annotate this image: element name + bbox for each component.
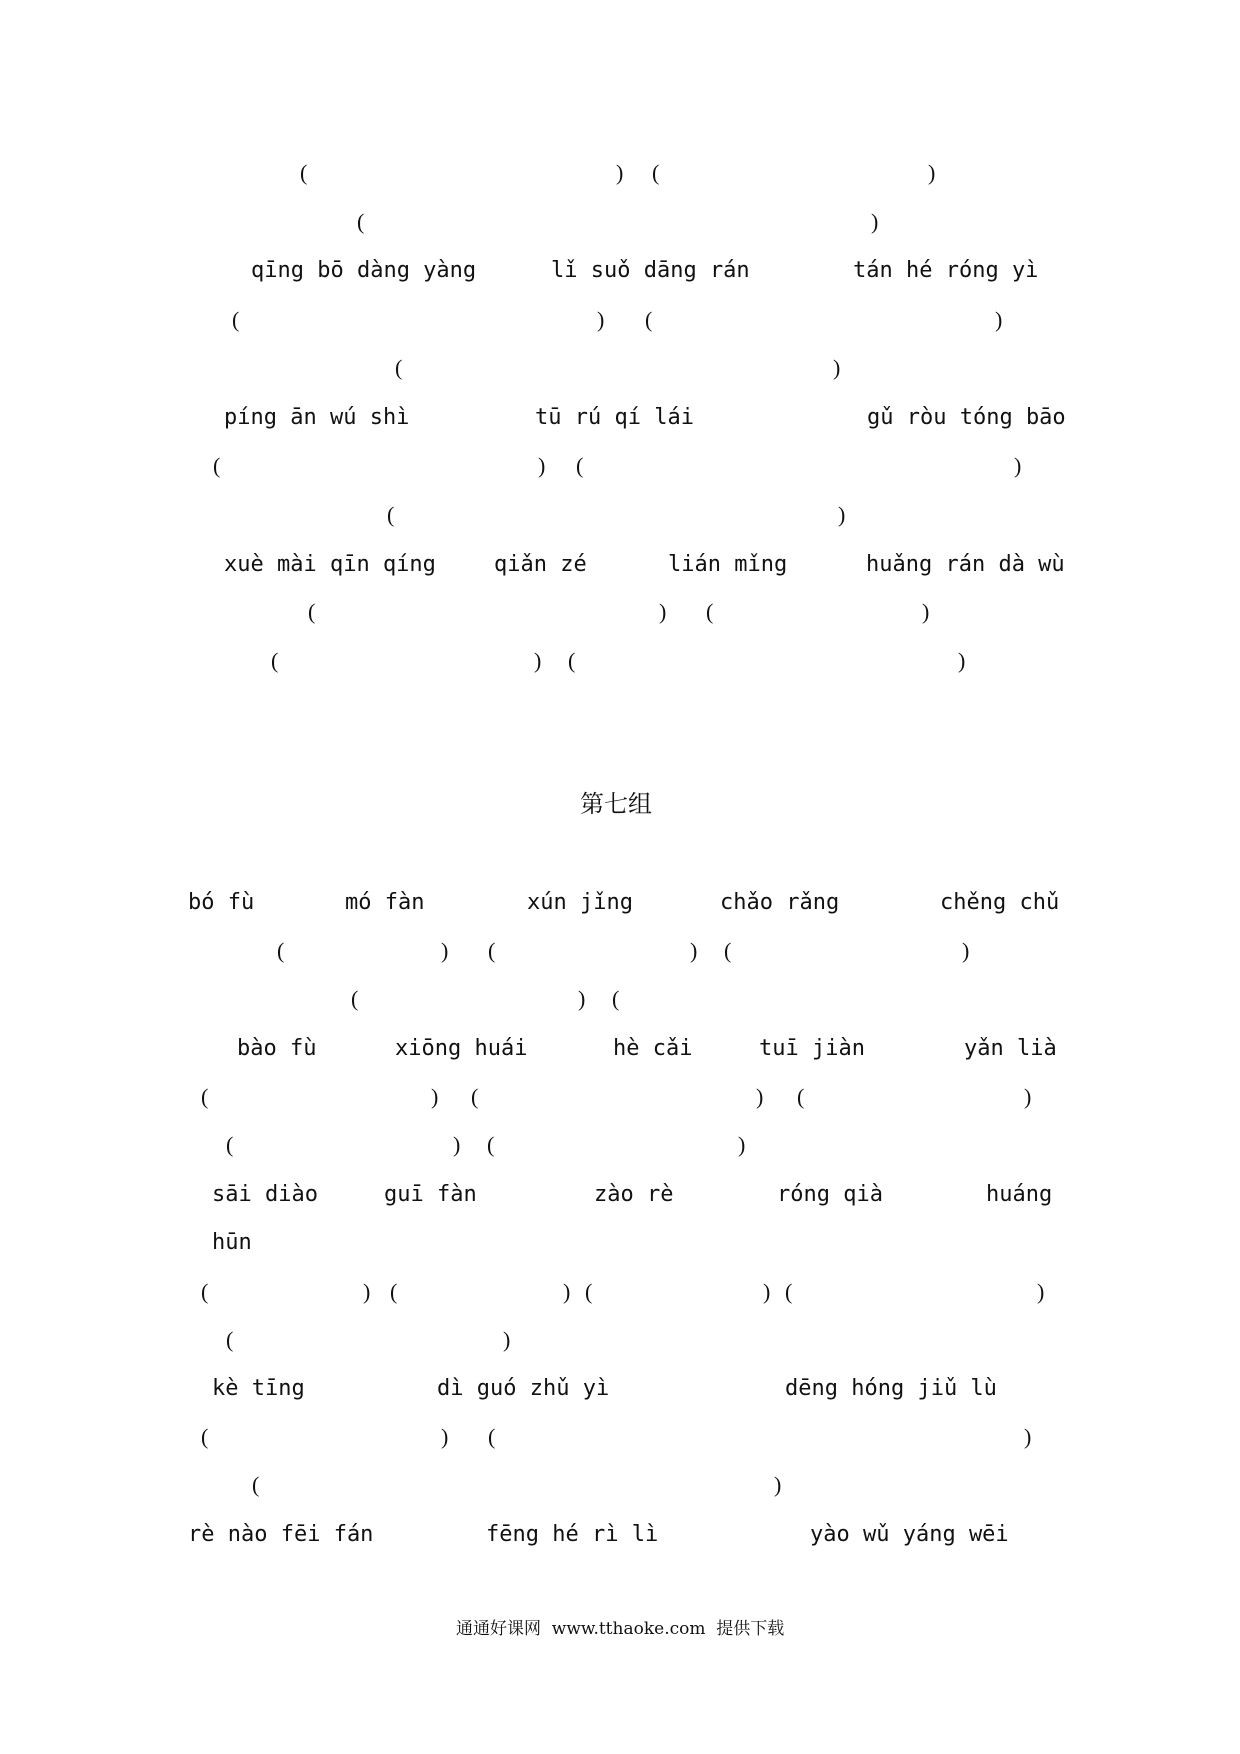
pinyin-word: hūn (212, 1230, 252, 1255)
paren-open: ( (568, 648, 576, 673)
pinyin-word: lián mǐng (668, 552, 788, 577)
paren-open: ( (797, 1084, 805, 1109)
paren-close: ) (838, 502, 846, 527)
pinyin-word: yǎn lià (964, 1036, 1057, 1061)
paren-open: ( (252, 1472, 260, 1497)
pinyin-word: huáng (986, 1182, 1053, 1207)
paren-open: ( (724, 938, 732, 963)
paren-close: ) (922, 599, 930, 624)
paren-close: ) (833, 355, 841, 380)
paren-close: ) (441, 938, 449, 963)
paren-close: ) (1024, 1424, 1032, 1449)
pinyin-word: róng qià (777, 1182, 883, 1207)
pinyin-word: kè tīng (212, 1376, 305, 1401)
paren-open: ( (652, 160, 660, 185)
paren-close: ) (1014, 453, 1022, 478)
pinyin-word: qiǎn zé (494, 552, 587, 577)
paren-open: ( (277, 938, 285, 963)
paren-open: ( (201, 1084, 209, 1109)
paren-close: ) (597, 307, 605, 332)
paren-close: ) (928, 160, 936, 185)
pinyin-word: píng ān wú shì (224, 405, 410, 430)
paren-close: ) (774, 1472, 782, 1497)
paren-open: ( (576, 453, 584, 478)
pinyin-word: chǎo rǎng (720, 890, 840, 915)
paren-open: ( (487, 1132, 495, 1157)
paren-close: ) (441, 1424, 449, 1449)
paren-close: ) (616, 160, 624, 185)
paren-open: ( (308, 599, 316, 624)
pinyin-word: huǎng rán dà wù (866, 552, 1065, 577)
paren-open: ( (357, 209, 365, 234)
pinyin-word: sāi diào (212, 1182, 318, 1207)
pinyin-word: zào rè (594, 1182, 674, 1207)
paren-open: ( (300, 160, 308, 185)
pinyin-word: gǔ ròu tóng bāo (867, 405, 1066, 430)
paren-close: ) (962, 938, 970, 963)
paren-open: ( (785, 1279, 793, 1304)
paren-open: ( (213, 453, 221, 478)
paren-open: ( (201, 1279, 209, 1304)
pinyin-word: lǐ suǒ dāng rán (551, 258, 750, 283)
pinyin-word: dēng hóng jiǔ lù (785, 1376, 997, 1401)
paren-close: ) (1037, 1279, 1045, 1304)
paren-close: ) (534, 648, 542, 673)
paren-close: ) (1024, 1084, 1032, 1109)
paren-close: ) (578, 986, 586, 1011)
paren-open: ( (585, 1279, 593, 1304)
paren-close: ) (871, 209, 879, 234)
pinyin-word: chěng chǔ (940, 890, 1060, 915)
pinyin-word: tuī jiàn (759, 1036, 865, 1061)
paren-open: ( (706, 599, 714, 624)
pinyin-word: guī fàn (384, 1182, 477, 1207)
paren-open: ( (387, 502, 395, 527)
pinyin-word: mó fàn (345, 890, 425, 915)
paren-close: ) (756, 1084, 764, 1109)
pinyin-word: xuè mài qīn qíng (224, 552, 436, 577)
paren-close: ) (690, 938, 698, 963)
pinyin-word: fēng hé rì lì (486, 1522, 659, 1547)
paren-open: ( (226, 1132, 234, 1157)
paren-open: ( (488, 1424, 496, 1449)
page-footer: 通通好课网 www.tthaoke.com 提供下载 (456, 1619, 785, 1639)
pinyin-word: qīng bō dàng yàng (251, 258, 477, 283)
paren-open: ( (201, 1424, 209, 1449)
paren-open: ( (488, 938, 496, 963)
section-title: 第七组 (580, 790, 652, 818)
paren-close: ) (538, 453, 546, 478)
pinyin-word: xún jǐng (527, 890, 633, 915)
pinyin-word: tū rú qí lái (535, 405, 694, 430)
paren-open: ( (351, 986, 359, 1011)
paren-open: ( (271, 648, 279, 673)
paren-close: ) (995, 307, 1003, 332)
paren-open: ( (645, 307, 653, 332)
paren-close: ) (958, 648, 966, 673)
paren-close: ) (763, 1279, 771, 1304)
paren-close: ) (659, 599, 667, 624)
pinyin-word: hè cǎi (613, 1036, 693, 1061)
paren-open: ( (395, 355, 403, 380)
pinyin-word: yào wǔ yáng wēi (810, 1522, 1009, 1547)
paren-close: ) (563, 1279, 571, 1304)
paren-close: ) (503, 1327, 511, 1352)
paren-close: ) (363, 1279, 371, 1304)
paren-open: ( (390, 1279, 398, 1304)
paren-close: ) (453, 1132, 461, 1157)
pinyin-word: bó fù (188, 890, 255, 915)
pinyin-word: rè nào fēi fán (188, 1522, 374, 1547)
pinyin-word: tán hé róng yì (853, 258, 1039, 283)
pinyin-word: xiōng huái (395, 1036, 528, 1061)
paren-close: ) (738, 1132, 746, 1157)
paren-open: ( (471, 1084, 479, 1109)
paren-open: ( (232, 307, 240, 332)
pinyin-word: dì guó zhǔ yì (437, 1376, 610, 1401)
paren-close: ) (431, 1084, 439, 1109)
paren-open: ( (226, 1327, 234, 1352)
pinyin-word: bào fù (237, 1036, 317, 1061)
paren-open: ( (612, 986, 620, 1011)
